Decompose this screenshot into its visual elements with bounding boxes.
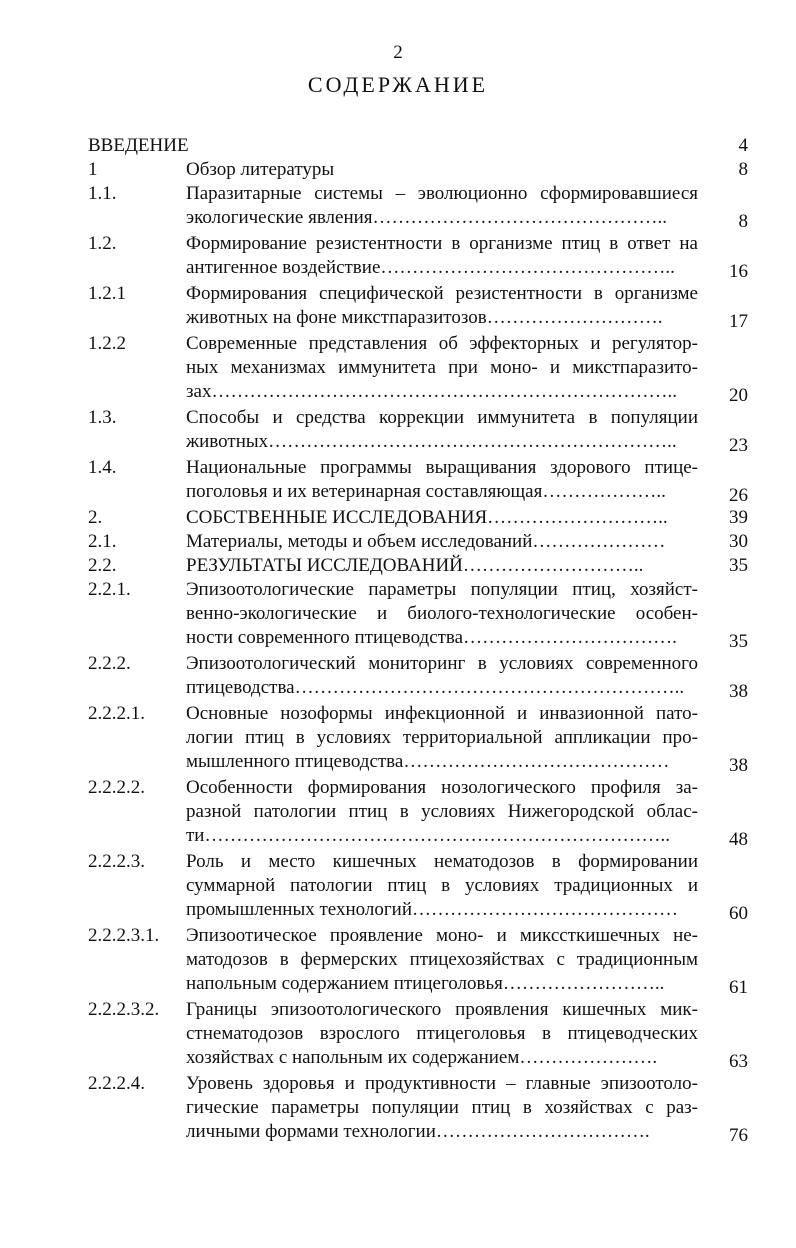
toc-entry-title-line: личными формами технологии……………………………. [186,1121,650,1142]
toc-entry-title-line: Обзор литературы [186,159,335,180]
toc-entry-title [186,554,698,578]
toc-entry-page: 17 [729,311,748,332]
toc-entry-page: 38 [729,755,748,776]
page-title: СОДЕРЖАНИЕ [307,72,489,97]
page-number: 2 [393,42,403,63]
toc-entry-number: 2. [88,507,103,528]
toc-entry-title [186,158,698,182]
toc-entry-title-line: животных……………………………………………………….. [186,431,677,452]
toc-entry-title-line: Формирования специфической резистентности в организме [186,283,698,304]
toc-entry-title-line: Уровень здоровья и продуктивности – главные эпизоотоло- [186,1073,698,1094]
toc-entry-page: 63 [729,1051,748,1072]
toc-entry-page: 60 [729,903,748,924]
toc-entry-title [186,924,698,996]
toc-entry-number: ВВЕДЕНИЕ [88,135,189,156]
toc-entry-title-line: Паразитарные системы – эволюционно сформировавшиеся [186,183,698,204]
toc-entry-number: 2.2.2. [88,653,131,674]
toc-entry-number: 2.2.2.3.2. [88,999,160,1020]
toc-entry-title [186,332,698,404]
toc-entry-title [186,1072,698,1144]
toc-entry-title-line: Особенности формирования нозологического профиля за- [186,777,698,798]
toc-entry-title [186,850,698,922]
toc-entry-title [186,232,698,280]
toc-entry-number: 1.3. [88,407,117,428]
toc-entry-title-line: Эпизоотологические параметры популяции птиц, хозяйст- [186,579,698,600]
toc-entry-title [186,578,698,650]
toc-entry-title-line: экологические явления……………………………………….. [186,207,668,228]
toc-entry-page: 35 [729,555,748,576]
toc-entry-title-line: логии птиц в условиях территориальной аппликации про- [186,727,698,748]
toc-entry-number: 1.2.2 [88,333,126,354]
toc-entry-page: 61 [729,977,748,998]
toc-entry-title-line: ти……………………………………………………………….. [186,825,670,846]
toc-entry-page: 20 [729,385,748,406]
toc-entry-title-line: птицеводства…………………………………………………….. [186,677,685,698]
toc-entry-title-line: Национальные программы выращивания здорового птице- [186,457,698,478]
toc-entry-number: 2.2.2.3.1. [88,925,160,946]
toc-entry-title-line: животных на фоне микстпаразитозов………………………. [186,307,663,328]
toc-entry-number: 1.4. [88,457,117,478]
toc-entry-number: 2.2.2.2. [88,777,145,798]
toc-entry-page: 39 [729,507,748,528]
toc-entry-title [186,182,698,230]
toc-entry-page: 38 [729,681,748,702]
toc-entry-title [186,530,698,554]
toc-entry-number: 1 [88,159,98,180]
toc-entry-title-line: промышленных технологий…………………………………… [186,899,679,920]
toc-entry-page: 26 [729,485,748,506]
toc-entry-title-line: мышленного птицеводства…………………………………… [186,751,670,772]
toc-entry-title-line: венно-экологические и биолого-технологические особен- [186,603,698,624]
toc-entry-number: 2.2.2.3. [88,851,145,872]
toc-entry-title-line: стнематодозов взрослого птицеголовья в птицеводческих [186,1023,698,1044]
toc-entry-title-line: Материалы, методы и объем исследований………………… [186,531,666,552]
toc-entry-title [186,702,698,774]
toc-entry-page: 8 [738,211,748,232]
toc-entry-title [186,406,698,454]
toc-entry-number: 1.1. [88,183,117,204]
toc-entry-number: 2.2.2.1. [88,703,145,724]
toc-entry-title-line: Эпизоотическое проявление моно- и микссткишечных не- [186,925,698,946]
toc-entry-title-line: антигенное воздействие……………………………………….. [186,257,675,278]
toc-entry-page: 35 [729,631,748,652]
toc-entry-title-line: Эпизоотологический мониторинг в условиях современного [186,653,698,674]
toc-entry-page: 76 [729,1125,748,1146]
toc-entry-title-line: Основные нозоформы инфекционной и инвазионной пато- [186,703,698,724]
toc-entry-title-line: хозяйствах с напольным их содержанием…………………. [186,1047,658,1068]
toc-entry-title-line: гические параметры популяции птиц в хозяйствах с раз- [186,1097,698,1118]
toc-entry-number: 2.2. [88,555,117,576]
toc-entry-title-line: напольным содержанием птицеголовья…………………….. [186,973,665,994]
toc-entry-title-line: матодозов в фермерских птицехозяйствах с традиционным [186,949,698,970]
toc-entry-number: 2.2.2.4. [88,1073,145,1094]
toc-entry-title-line: СОБСТВЕННЫЕ ИССЛЕДОВАНИЯ……………………….. [186,507,668,528]
toc-entry-page: 23 [729,435,748,456]
toc-entry-title-line: разной патологии птиц в условиях Нижегородской облас- [186,801,698,822]
toc-entry-page: 48 [729,829,748,850]
toc-entry-page: 30 [729,531,748,552]
toc-entry-title [186,652,698,700]
toc-entry-title-line: Способы и средства коррекции иммунитета в популяции [186,407,698,428]
toc-entry-title-line: Роль и место кишечных нематодозов в формировании [186,851,698,872]
toc-entry-title-line: Формирование резистентности в организме птиц в ответ на [186,233,698,254]
toc-entry-title [186,506,698,530]
toc-entry-title-line: зах……………………………………………………………….. [186,381,677,402]
toc-entry-title-line: ности современного птицеводства……………………………. [186,627,677,648]
toc-entry-title [186,998,698,1070]
toc-entry-title-line: Границы эпизоотологического проявления кишечных мик- [186,999,698,1020]
toc-entry-page: 8 [738,159,748,180]
toc-entry-title [186,456,698,504]
toc-entry-title [186,282,698,330]
toc-entry-title [186,776,698,848]
toc-entry-title-line: Современные представления об эффекторных и регулятор- [186,333,698,354]
toc-entry-number: 2.1. [88,531,117,552]
toc-entry-number: 1.2. [88,233,117,254]
toc-entry-title-line: ных механизмах иммунитета при моно- и микстпаразито- [186,357,698,378]
toc-entry-page: 16 [729,261,748,282]
toc-entry-title-line: поголовья и их ветеринарная составляющая……………….. [186,481,666,502]
toc-entry-title-line: РЕЗУЛЬТАТЫ ИССЛЕДОВАНИЙ……………………….. [186,555,644,576]
toc-entry-number: 2.2.1. [88,579,131,600]
toc-entry-title-line: суммарной патологии птиц в условиях традиционных и [186,875,698,896]
toc-entry-page: 4 [738,135,748,156]
toc-entry-number: 1.2.1 [88,283,126,304]
